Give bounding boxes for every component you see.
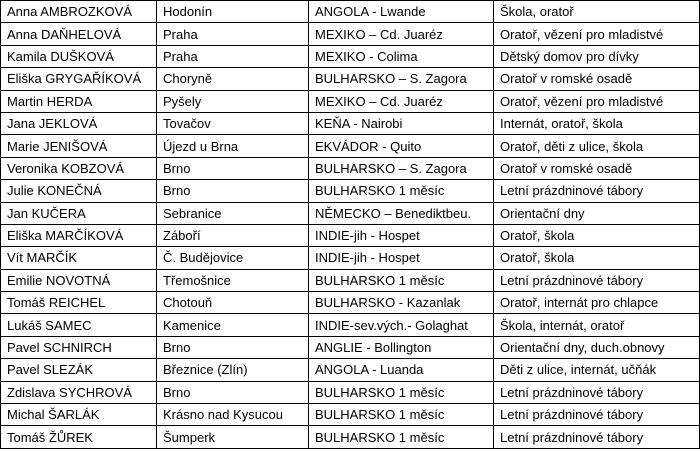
destination-cell: ANGLIE - Bollington bbox=[309, 336, 494, 358]
volunteer-name-cell: Eliška GRYGAŘÍKOVÁ bbox=[1, 68, 157, 90]
hometown-cell: Třemošnice bbox=[157, 269, 309, 291]
table-row bbox=[1, 202, 700, 224]
activity-cell: Orientační dny bbox=[494, 202, 700, 224]
hometown-cell: Sebranice bbox=[157, 202, 309, 224]
destination-cell: ANGOLA - Lwande bbox=[309, 1, 494, 23]
destination-cell: ANGOLA - Luanda bbox=[309, 359, 494, 381]
destination-cell: BULHARSKO - Kazanlak bbox=[309, 292, 494, 314]
hometown-cell: Tovačov bbox=[157, 112, 309, 134]
activity-cell: Orientační dny, duch.obnovy bbox=[494, 336, 700, 358]
volunteer-name-cell: Kamila DUŠKOVÁ bbox=[1, 45, 157, 67]
destination-cell: KEŇA - Nairobi bbox=[309, 112, 494, 134]
hometown-cell: Březnice (Zlín) bbox=[157, 359, 309, 381]
hometown-cell: Hodonín bbox=[157, 1, 309, 23]
table-row bbox=[1, 426, 700, 448]
table-row bbox=[1, 135, 700, 157]
destination-cell: MEXIKO – Cd. Juaréz bbox=[309, 90, 494, 112]
volunteer-name-cell: Tomáš REICHEL bbox=[1, 292, 157, 314]
destination-cell: BULHARSKO 1 měsíc bbox=[309, 381, 494, 403]
volunteer-name-cell: Tomáš ŽŮREK bbox=[1, 426, 157, 448]
table-row bbox=[1, 23, 700, 45]
table-row bbox=[1, 157, 700, 179]
activity-cell: Letní prázdninové tábory bbox=[494, 426, 700, 448]
volunteer-name-cell: Vít MARČÍK bbox=[1, 247, 157, 269]
activity-cell: Škola, oratoř bbox=[494, 1, 700, 23]
activity-cell: Oratoř, škola bbox=[494, 224, 700, 246]
volunteers-table-body bbox=[1, 1, 700, 449]
table-row bbox=[1, 292, 700, 314]
table-row bbox=[1, 381, 700, 403]
activity-cell: Škola, internát, oratoř bbox=[494, 314, 700, 336]
hometown-cell: Choryně bbox=[157, 68, 309, 90]
hometown-cell: Šumperk bbox=[157, 426, 309, 448]
table-row bbox=[1, 45, 700, 67]
hometown-cell: Č. Budějovice bbox=[157, 247, 309, 269]
volunteer-name-cell: Zdislava SYCHROVÁ bbox=[1, 381, 157, 403]
hometown-cell: Kamenice bbox=[157, 314, 309, 336]
activity-cell: Oratoř, internát pro chlapce bbox=[494, 292, 700, 314]
destination-cell: BULHARSKO – S. Zagora bbox=[309, 68, 494, 90]
activity-cell: Oratoř, škola bbox=[494, 247, 700, 269]
hometown-cell: Krásno nad Kysucou bbox=[157, 404, 309, 426]
table-row bbox=[1, 112, 700, 134]
destination-cell: EKVÁDOR - Quito bbox=[309, 135, 494, 157]
volunteer-name-cell: Michal ŠARLÁK bbox=[1, 404, 157, 426]
hometown-cell: Pyšely bbox=[157, 90, 309, 112]
table-row bbox=[1, 90, 700, 112]
hometown-cell: Brno bbox=[157, 336, 309, 358]
activity-cell: Oratoř, vězení pro mladistvé bbox=[494, 90, 700, 112]
table-row bbox=[1, 336, 700, 358]
destination-cell: BULHARSKO – S. Zagora bbox=[309, 157, 494, 179]
activity-cell: Letní prázdninové tábory bbox=[494, 180, 700, 202]
destination-cell: INDIE-sev.vých.- Golaghat bbox=[309, 314, 494, 336]
hometown-cell: Praha bbox=[157, 45, 309, 67]
destination-cell: MEXIKO – Cd. Juaréz bbox=[309, 23, 494, 45]
hometown-cell: Chotouň bbox=[157, 292, 309, 314]
activity-cell: Dětský domov pro dívky bbox=[494, 45, 700, 67]
hometown-cell: Brno bbox=[157, 157, 309, 179]
volunteer-name-cell: Emilie NOVOTNÁ bbox=[1, 269, 157, 291]
activity-cell: Děti z ulice, internát, učňák bbox=[494, 359, 700, 381]
volunteer-name-cell: Anna DAŇHELOVÁ bbox=[1, 23, 157, 45]
hometown-cell: Praha bbox=[157, 23, 309, 45]
destination-cell: BULHARSKO 1 měsíc bbox=[309, 269, 494, 291]
activity-cell: Oratoř v romské osadě bbox=[494, 157, 700, 179]
activity-cell: Oratoř, vězení pro mladistvé bbox=[494, 23, 700, 45]
table-row bbox=[1, 314, 700, 336]
volunteer-name-cell: Martin HERDA bbox=[1, 90, 157, 112]
volunteer-name-cell: Marie JENIŠOVÁ bbox=[1, 135, 157, 157]
activity-cell: Letní prázdninové tábory bbox=[494, 404, 700, 426]
volunteer-name-cell: Veronika KOBZOVÁ bbox=[1, 157, 157, 179]
table-row bbox=[1, 404, 700, 426]
table-row bbox=[1, 1, 700, 23]
activity-cell: Internát, oratoř, škola bbox=[494, 112, 700, 134]
hometown-cell: Záboří bbox=[157, 224, 309, 246]
table-row bbox=[1, 359, 700, 381]
table-row bbox=[1, 224, 700, 246]
activity-cell: Oratoř, děti z ulice, škola bbox=[494, 135, 700, 157]
destination-cell: BULHARSKO 1 měsíc bbox=[309, 404, 494, 426]
volunteer-name-cell: Lukáš SAMEC bbox=[1, 314, 157, 336]
activity-cell: Letní prázdninové tábory bbox=[494, 269, 700, 291]
table-row bbox=[1, 68, 700, 90]
volunteer-name-cell: Eliška MARČÍKOVÁ bbox=[1, 224, 157, 246]
destination-cell: BULHARSKO 1 měsíc bbox=[309, 180, 494, 202]
volunteer-name-cell: Jan KUČERA bbox=[1, 202, 157, 224]
volunteer-name-cell: Pavel SCHNIRCH bbox=[1, 336, 157, 358]
destination-cell: NĚMECKO – Benediktbeu. bbox=[309, 202, 494, 224]
activity-cell: Letní prázdninové tábory bbox=[494, 381, 700, 403]
hometown-cell: Újezd u Brna bbox=[157, 135, 309, 157]
hometown-cell: Brno bbox=[157, 180, 309, 202]
hometown-cell: Brno bbox=[157, 381, 309, 403]
destination-cell: BULHARSKO 1 měsíc bbox=[309, 426, 494, 448]
destination-cell: MEXIKO - Colima bbox=[309, 45, 494, 67]
volunteer-name-cell: Jana JEKLOVÁ bbox=[1, 112, 157, 134]
volunteer-name-cell: Pavel SLEZÁK bbox=[1, 359, 157, 381]
table-row bbox=[1, 247, 700, 269]
volunteer-name-cell: Anna AMBROZKOVÁ bbox=[1, 1, 157, 23]
destination-cell: INDIE-jih - Hospet bbox=[309, 224, 494, 246]
activity-cell: Oratoř v romské osadě bbox=[494, 68, 700, 90]
destination-cell: INDIE-jih - Hospet bbox=[309, 247, 494, 269]
table-row bbox=[1, 269, 700, 291]
table-row bbox=[1, 180, 700, 202]
volunteer-name-cell: Julie KONEČNÁ bbox=[1, 180, 157, 202]
